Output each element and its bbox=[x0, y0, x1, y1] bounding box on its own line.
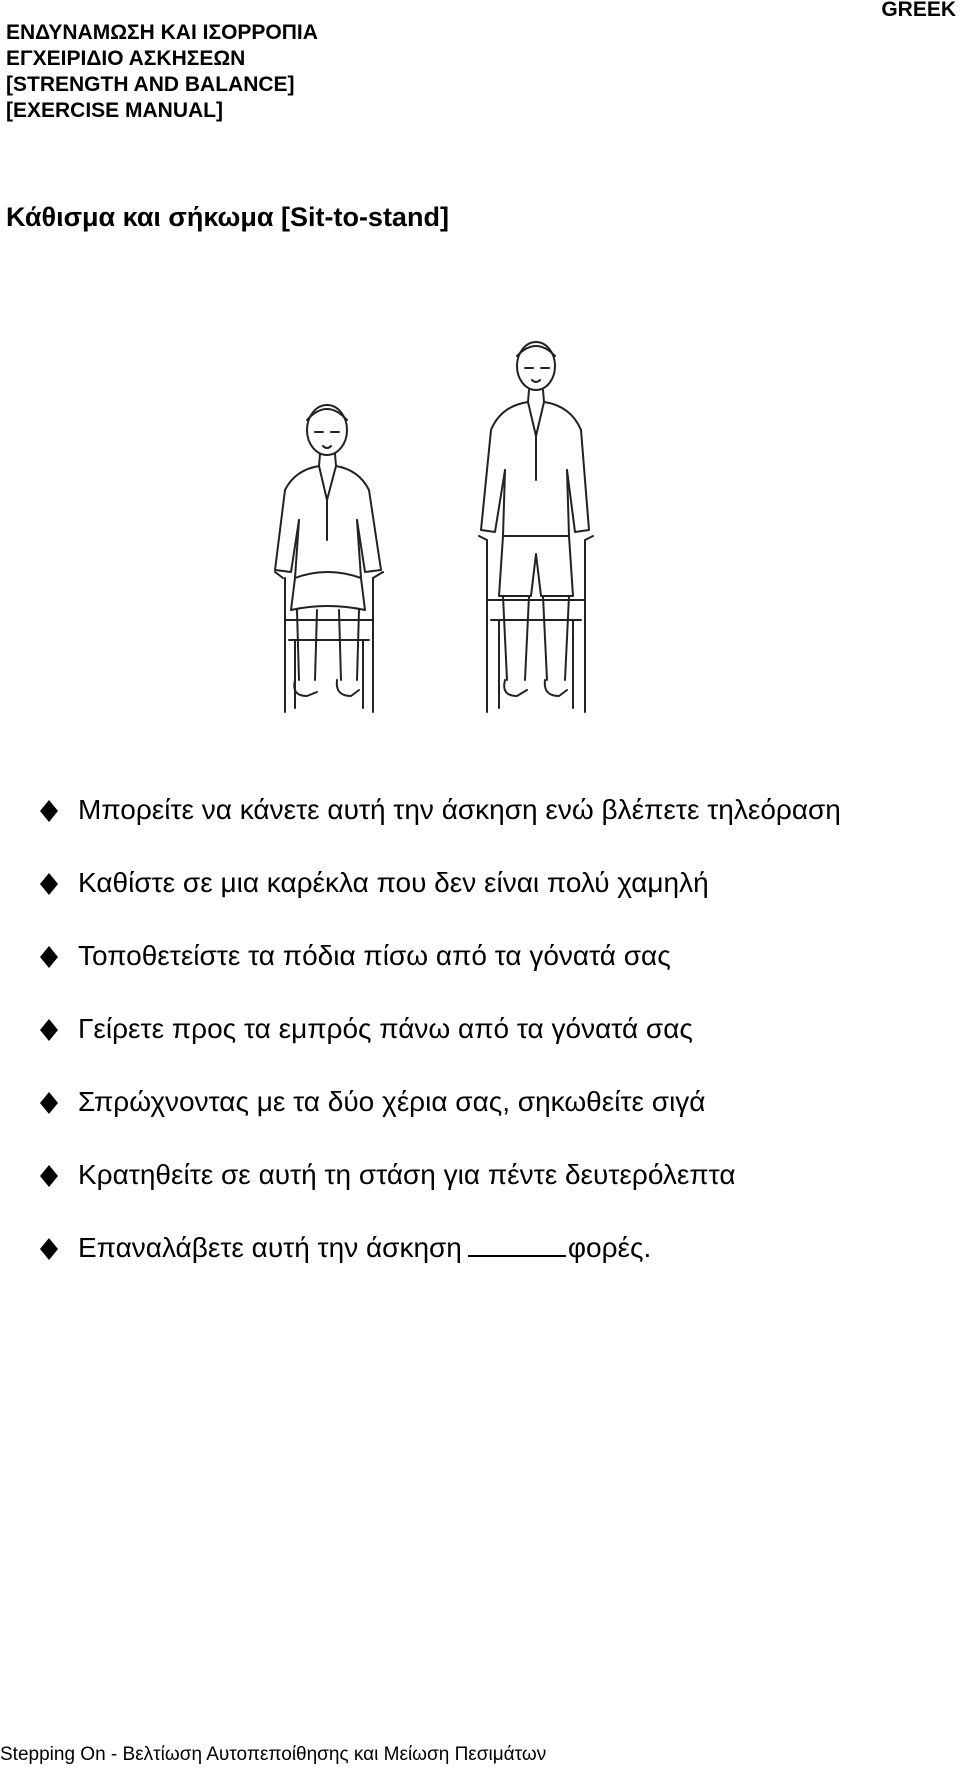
standing-figure-icon bbox=[479, 342, 593, 712]
instruction-text: Κρατηθείτε σε αυτή τη στάση για πέντε δευτερόλεπτα bbox=[78, 1159, 736, 1190]
list-item bbox=[0, 863, 960, 936]
list-item-repeat bbox=[0, 1228, 960, 1301]
language-label: GREEK bbox=[881, 0, 956, 21]
instruction-list bbox=[0, 790, 960, 1301]
manual-title bbox=[6, 20, 318, 124]
manual-title-line-2: ΕΓΧΕΙΡΙΔΙΟ ΑΣΚΗΣΕΩΝ bbox=[6, 47, 246, 70]
instruction-text: Τοποθετείστε τα πόδια πίσω από τα γόνατά σας bbox=[78, 940, 671, 971]
sit-to-stand-illustration bbox=[255, 340, 690, 740]
list-item bbox=[0, 1082, 960, 1155]
repeat-text-after: φορές. bbox=[567, 1232, 652, 1263]
manual-title-line-4: [EXERCISE MANUAL] bbox=[6, 99, 224, 122]
diamond-bullet-icon bbox=[40, 1238, 58, 1260]
repeat-text-before: Επαναλάβετε αυτή την άσκηση bbox=[78, 1232, 462, 1263]
seated-figure-icon bbox=[275, 405, 383, 712]
diamond-bullet-icon bbox=[40, 800, 58, 822]
list-item bbox=[0, 1155, 960, 1228]
manual-title-line-1: ΕΝΔΥΝΑΜΩΣΗ ΚΑΙ ΙΣΟΡΡΟΠΙΑ bbox=[6, 21, 318, 44]
diamond-bullet-icon bbox=[40, 1165, 58, 1187]
diamond-bullet-icon bbox=[40, 1019, 58, 1041]
list-item bbox=[0, 1009, 960, 1082]
instruction-text: Καθίστε σε μια καρέκλα που δεν είναι πολύ χαμηλή bbox=[78, 867, 709, 898]
diamond-bullet-icon bbox=[40, 873, 58, 895]
diamond-bullet-icon bbox=[40, 1092, 58, 1114]
page-title: Κάθισμα και σήκωμα [Sit-to-stand] bbox=[6, 202, 449, 232]
list-item bbox=[0, 790, 960, 863]
page-footer: Stepping On - Βελτίωση Αυτοπεποίθησης και Μείωση Πεσιμάτων bbox=[0, 1744, 547, 1765]
instruction-text: Γείρετε προς τα εμπρός πάνω από τα γόνατά σας bbox=[78, 1013, 693, 1044]
list-item bbox=[0, 936, 960, 1009]
instruction-text: Μπορείτε να κάνετε αυτή την άσκηση ενώ βλέπετε τηλεόραση bbox=[78, 794, 841, 825]
diamond-bullet-icon bbox=[40, 946, 58, 968]
instruction-text: Σπρώχνοντας με τα δύο χέρια σας, σηκωθείτε σιγά bbox=[78, 1086, 706, 1117]
repeat-instruction bbox=[78, 1228, 651, 1268]
manual-title-line-3: [STRENGTH AND BALANCE] bbox=[6, 73, 295, 96]
repetitions-blank bbox=[468, 1229, 566, 1257]
